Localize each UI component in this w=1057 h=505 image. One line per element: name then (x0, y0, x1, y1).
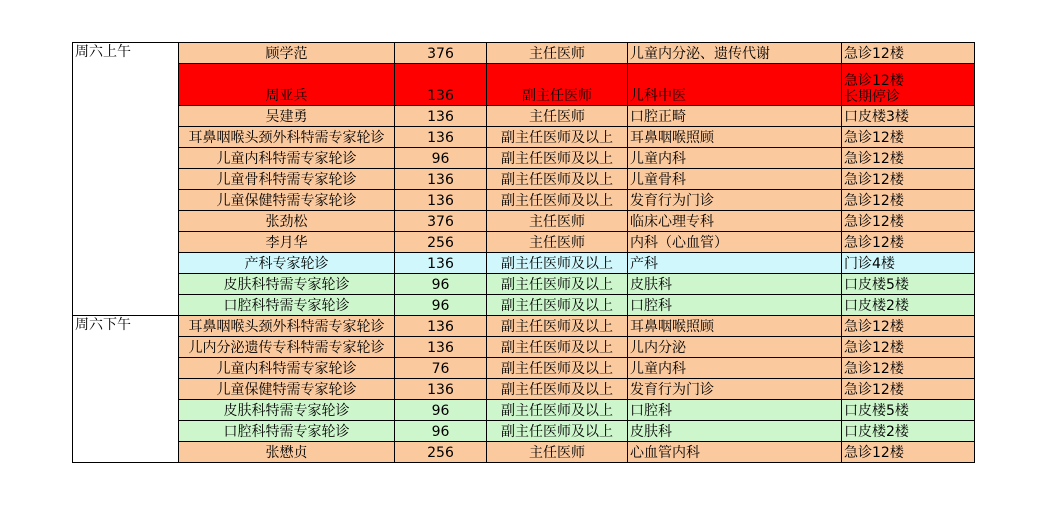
doctor-name-cell: 吴建勇 (179, 106, 395, 127)
title-cell: 主任医师 (487, 43, 628, 64)
doctor-name-cell: 皮肤科特需专家轮诊 (179, 400, 395, 421)
table-row (73, 169, 975, 190)
doctor-name-cell: 儿童保健特需专家轮诊 (179, 190, 395, 211)
session-day-label: 周六上午 (73, 43, 179, 316)
title-cell: 主任医师 (487, 232, 628, 253)
department-cell: 皮肤科 (628, 274, 842, 295)
title-cell: 副主任医师及以上 (487, 337, 628, 358)
location-cell (842, 379, 975, 400)
department-cell: 儿科中医 (628, 64, 842, 106)
fee-cell: 136 (395, 190, 487, 211)
doctor-name-cell: 口腔科特需专家轮诊 (179, 295, 395, 316)
title-cell: 副主任医师及以上 (487, 421, 628, 442)
location-cell (842, 316, 975, 337)
fee-cell: 136 (395, 316, 487, 337)
doctor-name-cell: 口腔科特需专家轮诊 (179, 421, 395, 442)
doctor-name-cell: 耳鼻咽喉头颈外科特需专家轮诊 (179, 127, 395, 148)
title-cell: 主任医师 (487, 106, 628, 127)
location-cell (842, 127, 975, 148)
fee-cell: 96 (395, 148, 487, 169)
table-row (73, 316, 975, 337)
schedule-table (72, 42, 975, 463)
location-cell (842, 421, 975, 442)
department-cell: 产科 (628, 253, 842, 274)
table-row (73, 106, 975, 127)
location-cell (842, 43, 975, 64)
location-cell (842, 253, 975, 274)
location-cell (842, 400, 975, 421)
table-row (73, 64, 975, 106)
location-cell (842, 295, 975, 316)
fee-cell: 136 (395, 64, 487, 106)
location-text: 急诊12楼 (844, 340, 904, 356)
location-text: 急诊12楼 (844, 445, 904, 461)
department-cell: 心血管内科 (628, 442, 842, 463)
table-row (73, 127, 975, 148)
title-cell: 副主任医师及以上 (487, 253, 628, 274)
location-text: 口皮楼3楼 (844, 109, 909, 125)
table-row (73, 421, 975, 442)
fee-cell: 376 (395, 211, 487, 232)
title-cell: 副主任医师 (487, 64, 628, 106)
location-text: 急诊12楼 (844, 214, 904, 230)
department-cell: 儿童内科 (628, 148, 842, 169)
department-cell: 耳鼻咽喉照顾 (628, 316, 842, 337)
table-row (73, 211, 975, 232)
location-cell (842, 190, 975, 211)
location-text: 急诊12楼 (844, 46, 904, 62)
location-text: 急诊12楼 (844, 193, 904, 209)
department-cell: 口腔正畸 (628, 106, 842, 127)
fee-cell: 136 (395, 379, 487, 400)
doctor-name-cell: 儿童内科特需专家轮诊 (179, 358, 395, 379)
title-cell: 副主任医师及以上 (487, 379, 628, 400)
fee-cell: 136 (395, 127, 487, 148)
department-cell: 儿童内分泌、遗传代谢 (628, 43, 842, 64)
session-day-label: 周六下午 (73, 316, 179, 463)
location-text: 急诊12楼 (844, 319, 904, 335)
location-cell (842, 169, 975, 190)
fee-cell: 96 (395, 274, 487, 295)
title-cell: 副主任医师及以上 (487, 358, 628, 379)
fee-cell: 136 (395, 253, 487, 274)
location-text: 急诊12楼 (844, 361, 904, 377)
location-cell (842, 106, 975, 127)
table-row (73, 232, 975, 253)
department-cell: 临床心理专科 (628, 211, 842, 232)
doctor-name-cell: 皮肤科特需专家轮诊 (179, 274, 395, 295)
department-cell: 内科（心血管） (628, 232, 842, 253)
doctor-name-cell: 儿内分泌遗传专科特需专家轮诊 (179, 337, 395, 358)
department-cell: 口腔科 (628, 400, 842, 421)
doctor-name-cell: 顾学范 (179, 43, 395, 64)
location-cell (842, 337, 975, 358)
location-cell (842, 358, 975, 379)
fee-cell: 256 (395, 232, 487, 253)
fee-cell: 96 (395, 400, 487, 421)
location-cell (842, 211, 975, 232)
doctor-name-cell: 李月华 (179, 232, 395, 253)
table-row (73, 295, 975, 316)
location-text: 急诊12楼 (844, 172, 904, 188)
location-text: 口皮楼2楼 (844, 424, 909, 440)
fee-cell: 136 (395, 337, 487, 358)
title-cell: 副主任医师及以上 (487, 169, 628, 190)
department-cell: 儿内分泌 (628, 337, 842, 358)
doctor-name-cell: 周亚兵 (179, 64, 395, 106)
fee-cell: 76 (395, 358, 487, 379)
fee-cell: 136 (395, 106, 487, 127)
fee-cell: 376 (395, 43, 487, 64)
doctor-name-cell: 张劲松 (179, 211, 395, 232)
title-cell: 副主任医师及以上 (487, 127, 628, 148)
fee-cell: 96 (395, 421, 487, 442)
title-cell: 副主任医师及以上 (487, 148, 628, 169)
location-cell (842, 442, 975, 463)
title-cell: 主任医师 (487, 442, 628, 463)
fee-cell: 136 (395, 169, 487, 190)
table-row (73, 274, 975, 295)
table-row (73, 43, 975, 64)
doctor-name-cell: 儿童保健特需专家轮诊 (179, 379, 395, 400)
location-text: 急诊12楼 (844, 130, 904, 146)
table-row (73, 358, 975, 379)
table-row (73, 337, 975, 358)
title-cell: 副主任医师及以上 (487, 400, 628, 421)
fee-cell: 256 (395, 442, 487, 463)
department-cell: 儿童内科 (628, 358, 842, 379)
doctor-name-cell: 产科专家轮诊 (179, 253, 395, 274)
location-text: 急诊12楼 (844, 73, 904, 89)
title-cell: 副主任医师及以上 (487, 316, 628, 337)
location-text: 口皮楼2楼 (844, 298, 909, 314)
fee-cell: 96 (395, 295, 487, 316)
location-note: 长期停诊 (844, 89, 900, 105)
location-cell (842, 232, 975, 253)
department-cell: 儿童骨科 (628, 169, 842, 190)
location-cell (842, 148, 975, 169)
doctor-name-cell: 耳鼻咽喉头颈外科特需专家轮诊 (179, 316, 395, 337)
location-text: 门诊4楼 (844, 256, 895, 272)
location-text: 口皮楼5楼 (844, 277, 909, 293)
location-text: 急诊12楼 (844, 382, 904, 398)
table-row (73, 148, 975, 169)
location-text: 急诊12楼 (844, 151, 904, 167)
department-cell: 皮肤科 (628, 421, 842, 442)
table-row (73, 379, 975, 400)
doctor-name-cell: 儿童内科特需专家轮诊 (179, 148, 395, 169)
location-cell (842, 64, 975, 106)
title-cell: 主任医师 (487, 211, 628, 232)
department-cell: 发育行为门诊 (628, 190, 842, 211)
table-row (73, 400, 975, 421)
table-row (73, 442, 975, 463)
title-cell: 副主任医师及以上 (487, 190, 628, 211)
doctor-name-cell: 儿童骨科特需专家轮诊 (179, 169, 395, 190)
department-cell: 耳鼻咽喉照顾 (628, 127, 842, 148)
table-row (73, 253, 975, 274)
title-cell: 副主任医师及以上 (487, 295, 628, 316)
department-cell: 发育行为门诊 (628, 379, 842, 400)
title-cell: 副主任医师及以上 (487, 274, 628, 295)
doctor-name-cell: 张懋贞 (179, 442, 395, 463)
location-text: 口皮楼5楼 (844, 403, 909, 419)
department-cell: 口腔科 (628, 295, 842, 316)
location-text: 急诊12楼 (844, 235, 904, 251)
location-cell (842, 274, 975, 295)
table-row (73, 190, 975, 211)
